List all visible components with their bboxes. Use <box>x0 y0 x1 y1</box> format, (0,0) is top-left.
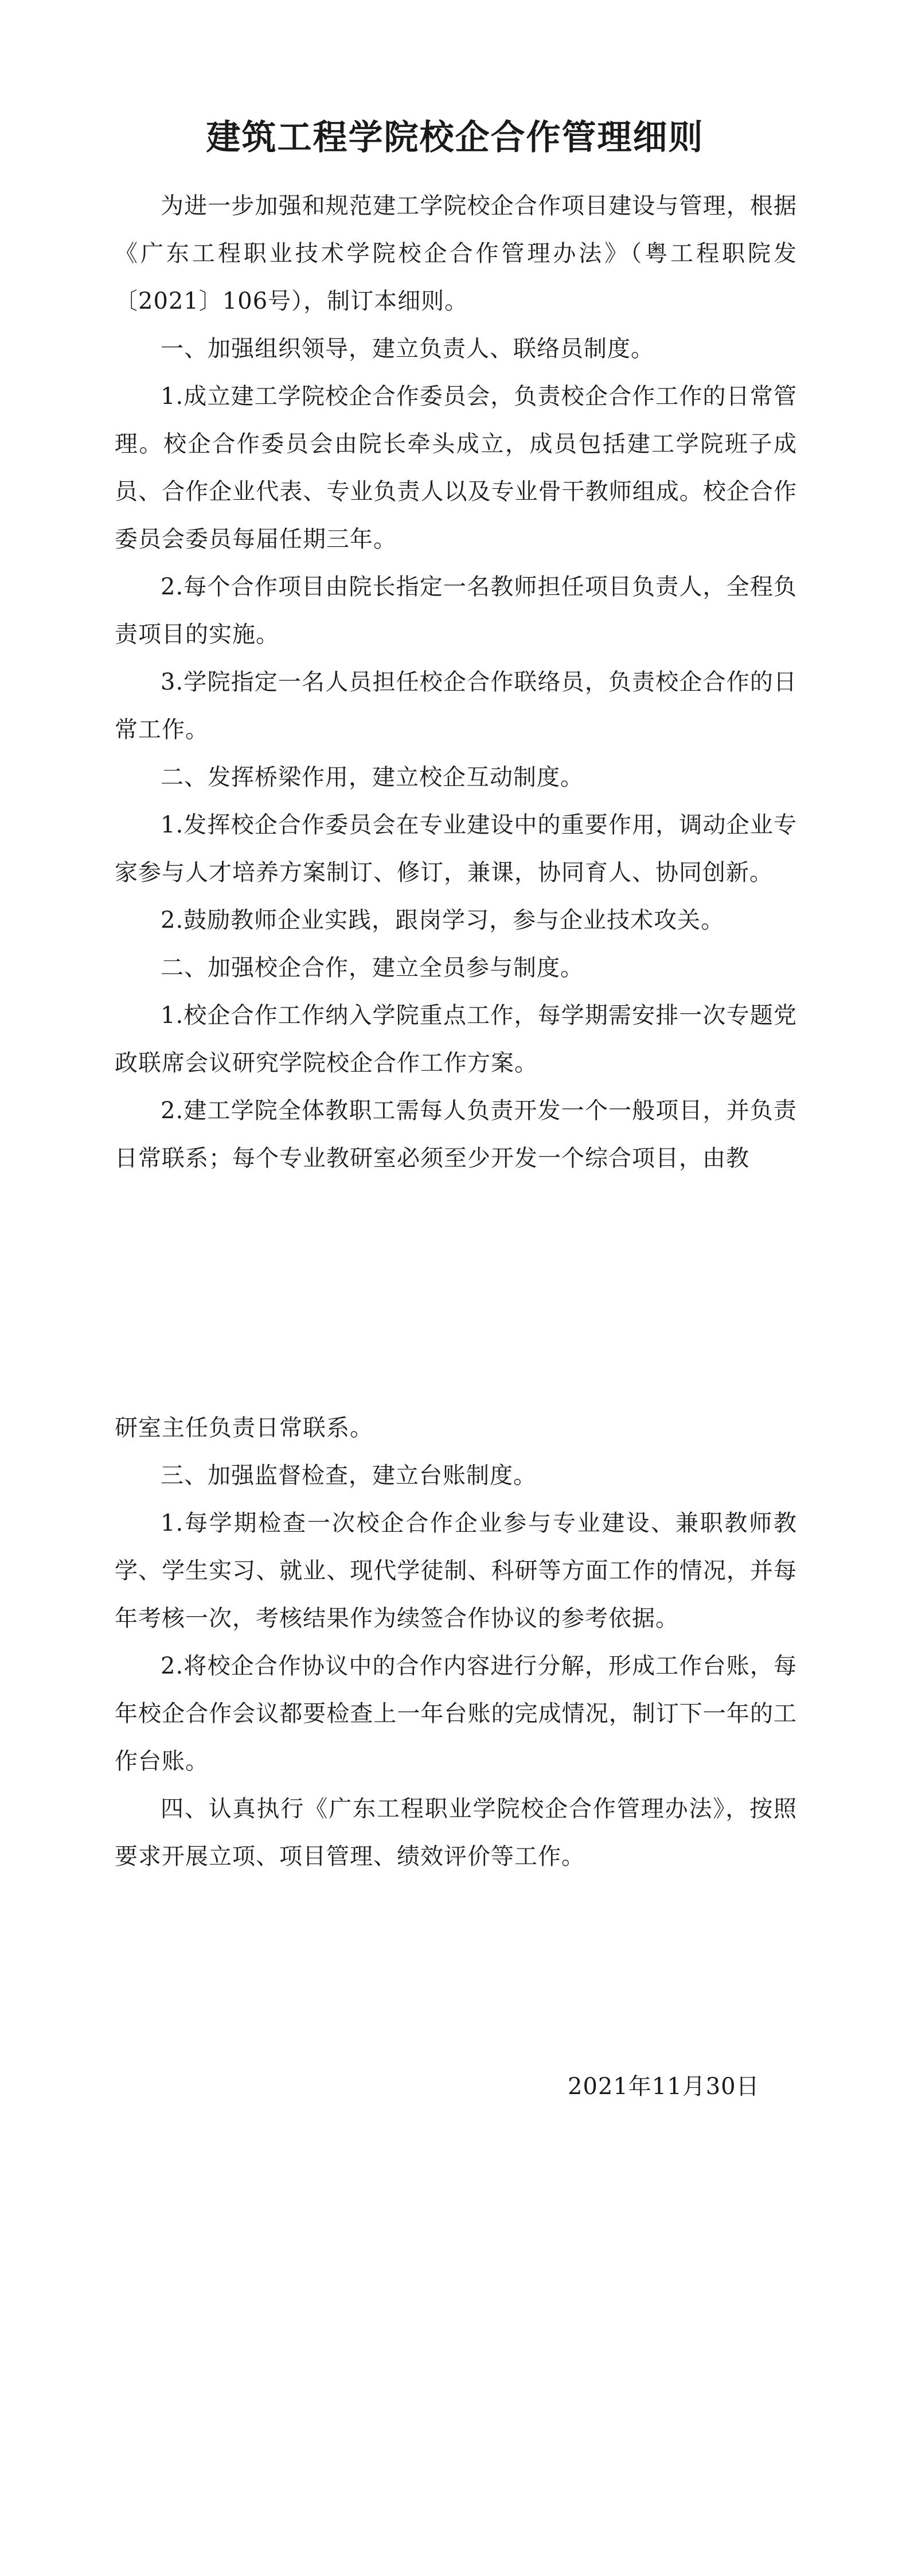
paragraph-4-1: 1.每学期检查一次校企合作企业参与专业建设、兼职教师教学、学生实习、就业、现代学徒制、科研等方面工作的情况，并每年考核一次，考核结果作为续签合作协议的参考依据。 <box>115 1510 797 1632</box>
body-text-page-1 <box>115 182 797 1182</box>
paragraph-4-2: 2.将校企合作协议中的合作内容进行分解，形成工作台账，每年校企合作会议都要检查上一年台账的完成情况，制订下一年的工作台账。 <box>115 1653 797 1775</box>
paragraph-1-2: 2.每个合作项目由院长指定一名教师担任项目负责人，全程负责项目的实施。 <box>115 574 797 648</box>
paragraph-2-2: 2.鼓励教师企业实践，跟岗学习，参与企业技术攻关。 <box>161 907 725 933</box>
paragraph-3-1: 1.校企合作工作纳入学院重点工作，每学期需安排一次专题党政联席会议研究学院校企合作工作方案。 <box>115 1002 797 1076</box>
paragraph-3-2: 2.建工学院全体教职工需每人负责开发一个一般项目，并负责日常联系；每个专业教研室必须至少开发一个综合项目，由教 <box>115 1098 797 1172</box>
document-title: 建筑工程学院校企合作管理细则 <box>206 118 704 158</box>
section-heading-5: 四、认真执行《广东工程职业学院校企合作管理办法》，按照要求开展立项、项目管理、绩效评价等工作。 <box>115 1796 797 1870</box>
document-date: 2021年11月30日 <box>568 2073 760 2100</box>
body-text-page-2 <box>115 1404 797 1881</box>
section-heading-3: 二、加强校企合作，建立全员参与制度。 <box>161 955 584 981</box>
section-heading-2: 二、发挥桥梁作用，建立校企互动制度。 <box>161 764 584 791</box>
paragraph-2-1: 1.发挥校企合作委员会在专业建设中的重要作用，调动企业专家参与人才培养方案制订、修订，兼课，协同育人、协同创新。 <box>115 812 797 886</box>
section-heading-1: 一、加强组织领导，建立负责人、联络员制度。 <box>161 336 654 362</box>
paragraph-1-3: 3.学院指定一名人员担任校企合作联络员，负责校企合作的日常工作。 <box>115 669 797 743</box>
section-heading-4: 三、加强监督检查，建立台账制度。 <box>161 1462 537 1489</box>
intro-paragraph: 为进一步加强和规范建工学院校企合作项目建设与管理，根据《广东工程职业技术学院校企合作管理办法》（粤工程职院发〔2021〕106号），制订本细则。 <box>115 193 797 314</box>
paragraph-1-1: 1.成立建工学院校企合作委员会，负责校企合作工作的日常管理。校企合作委员会由院长牵头成立，成员包括建工学院班子成员、合作企业代表、专业负责人以及专业骨干教师组成。校企合作委员会委员每届任期三年。 <box>115 383 797 552</box>
paragraph-3-2-continued: 研室主任负责日常联系。 <box>115 1415 373 1441</box>
